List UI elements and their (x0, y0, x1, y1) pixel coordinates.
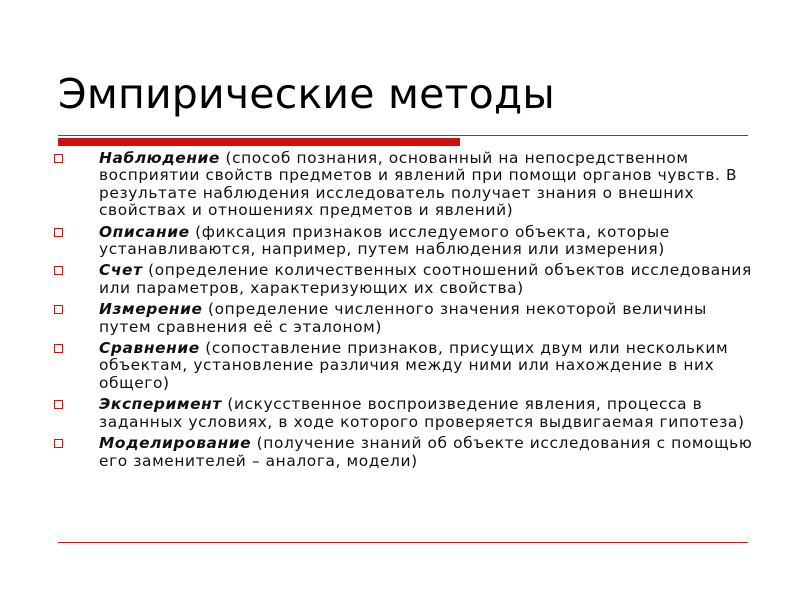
list-item-modeling (54, 435, 754, 470)
bottom-divider (58, 542, 748, 543)
item-description: (получение знаний об объекте исследования с помощью его заменителей – аналога, модели) (99, 434, 753, 470)
list-item-description (54, 224, 754, 259)
title-underline-thin (58, 135, 748, 136)
item-description: (сопоставление признаков, присущих двум или нескольким объектам, установление различия между ними или нахождение в них общего) (99, 339, 729, 392)
item-term: Наблюдение (99, 149, 220, 167)
item-term: Эксперимент (99, 395, 222, 414)
item-description: (способ познания, основанный на непосредственном восприятии свойств предметов и явлений при помощи органов чувств. В результате наблюдения исследователь получает знания о внешних свойствах и отношениях предметов и явлений) (99, 149, 738, 220)
item-term: Сравнение (99, 339, 200, 358)
hollow-square-icon (54, 344, 63, 353)
hollow-square-icon (54, 400, 63, 409)
item-description: (определение количественных соотношений объектов исследования или параметров, характеризующих их свойства) (99, 261, 752, 297)
list-item-experiment (54, 396, 754, 431)
hollow-square-icon (54, 154, 63, 163)
item-description: (фиксация признаков исследуемого объекта, которые устанавливаются, например, путем наблюдения или измерения) (99, 222, 670, 259)
title-underline-thick (58, 138, 460, 146)
list-item-measurement (54, 301, 754, 336)
hollow-square-icon (54, 439, 63, 448)
list-item-counting (54, 262, 754, 297)
list-item-comparison (54, 340, 754, 392)
item-description: (определение численного значения некоторой величины путем сравнения её с эталоном) (99, 300, 707, 336)
item-term: Счет (99, 261, 143, 280)
list-item-observation (54, 150, 754, 220)
slide-title: Эмпирические методы (58, 70, 555, 118)
item-description: (искусственное воспроизведение явления, процесса в заданных условиях, в ходе которого проверяется выдвигаемая гипотеза) (99, 395, 745, 431)
item-term: Моделирование (99, 434, 252, 453)
hollow-square-icon (54, 266, 63, 275)
hollow-square-icon (54, 228, 63, 237)
hollow-square-icon (54, 305, 63, 314)
item-term: Описание (99, 222, 190, 241)
item-term: Измерение (99, 300, 203, 319)
methods-list (54, 150, 754, 474)
